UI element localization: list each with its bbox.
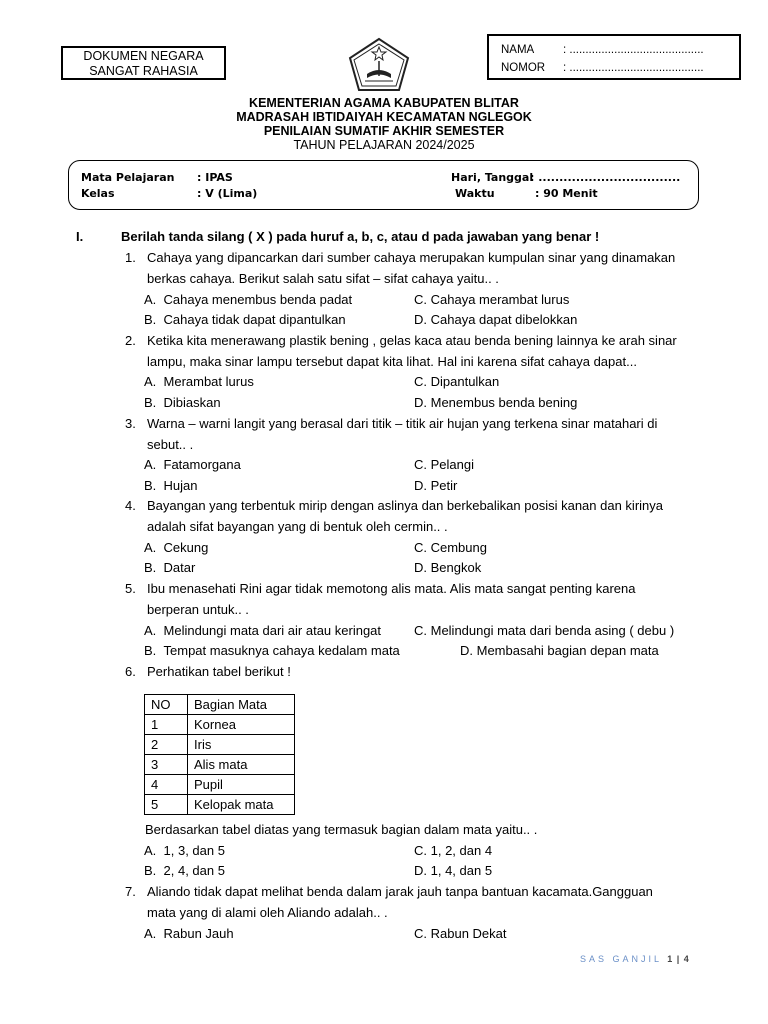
table-header-row — [145, 695, 295, 715]
header-line1: KEMENTERIAN AGAMA KABUPATEN BLITAR — [249, 96, 519, 110]
option-b[interactable]: B. Cahaya tidak dapat dipantulkan — [144, 312, 346, 327]
option-c[interactable]: C. Cahaya merambat lurus — [414, 292, 570, 307]
question-number: 6. — [125, 664, 136, 679]
table-cell: 3 — [145, 755, 188, 775]
ministry-logo-icon — [345, 36, 413, 94]
class-label: Kelas — [81, 187, 115, 200]
option-d[interactable]: D. Cahaya dapat dibelokkan — [414, 312, 578, 327]
name-field[interactable]: : .......................................... — [563, 44, 704, 56]
question-text: sebut.. . — [147, 437, 194, 452]
option-d[interactable]: D. Petir — [414, 478, 458, 493]
option-b[interactable]: B. Tempat masuknya cahaya kedalam mata — [144, 643, 400, 658]
table-cell: 4 — [145, 775, 188, 795]
doc-label-line2: SANGAT RAHASIA — [89, 64, 198, 78]
date-value: : .................................. — [530, 171, 681, 184]
question-number: 2. — [125, 333, 136, 348]
footer-text: SAS GANJIL — [580, 954, 662, 964]
option-c[interactable]: C. 1, 2, dan 4 — [414, 843, 493, 858]
question-text: lampu, maka sinar lampu tersebut dapat kita lihat. Hal ini karena sifat cahaya dapat... — [147, 354, 637, 369]
time-value: : 90 Menit — [535, 187, 598, 200]
question-text: Bayangan yang terbentuk mirip dengan aslinya dan berkebalikan posisi kanan dan kirinya — [147, 498, 664, 513]
eye-parts-table — [144, 694, 295, 815]
subject-label: Mata Pelajaran — [81, 171, 175, 184]
table-cell: 5 — [145, 795, 188, 815]
question-text: mata yang di alami oleh Aliando adalah.. . — [147, 905, 388, 920]
option-c[interactable]: C. Rabun Dekat — [414, 926, 507, 941]
table-header-cell: NO — [145, 695, 188, 715]
subject-value: : IPAS — [197, 171, 233, 184]
table-row — [145, 795, 295, 815]
table-header-cell: Bagian Mata — [188, 695, 295, 715]
page-number: 1 | 4 — [667, 954, 690, 964]
question-number: 4. — [125, 498, 136, 513]
table-row — [145, 775, 295, 795]
option-d[interactable]: D. 1, 4, dan 5 — [414, 863, 493, 878]
option-a[interactable]: A. Rabun Jauh — [144, 926, 234, 941]
header-line4: TAHUN PELAJARAN 2024/2025 — [293, 138, 475, 152]
option-c[interactable]: C. Melindungi mata dari benda asing ( debu ) — [414, 623, 675, 638]
option-a[interactable]: A. 1, 3, dan 5 — [144, 843, 225, 858]
option-b[interactable]: B. Dibiaskan — [144, 395, 221, 410]
question-number: 5. — [125, 581, 136, 596]
exam-info-box — [68, 160, 699, 210]
document-classification-box — [61, 46, 226, 80]
section-instruction: Berilah tanda silang ( X ) pada huruf a, b, c, atau d pada jawaban yang benar ! — [121, 229, 600, 244]
option-c[interactable]: C. Cembung — [414, 540, 487, 555]
table-cell: Alis mata — [188, 755, 295, 775]
name-label: NAMA — [501, 44, 535, 56]
number-field[interactable]: : .......................................... — [563, 62, 704, 74]
header-line2: MADRASAH IBTIDAIYAH KECAMATAN NGLEGOK — [236, 110, 532, 124]
question-number: 1. — [125, 250, 136, 265]
option-a[interactable]: A. Cekung — [144, 540, 209, 555]
table-cell: 1 — [145, 715, 188, 735]
option-a[interactable]: A. Merambat lurus — [144, 374, 254, 389]
table-row — [145, 755, 295, 775]
table-row — [145, 715, 295, 735]
class-value: : V (Lima) — [197, 187, 258, 200]
option-d[interactable]: D. Membasahi bagian depan mata — [460, 643, 659, 658]
table-cell: Iris — [188, 735, 295, 755]
option-b[interactable]: B. 2, 4, dan 5 — [144, 863, 225, 878]
option-d[interactable]: D. Bengkok — [414, 560, 482, 575]
number-label: NOMOR — [501, 62, 546, 74]
doc-label-line1: DOKUMEN NEGARA — [83, 49, 204, 63]
date-label: Hari, Tanggal — [451, 171, 534, 184]
table-cell: Kelopak mata — [188, 795, 295, 815]
option-a[interactable]: A. Fatamorgana — [144, 457, 241, 472]
option-d[interactable]: D. Menembus benda bening — [414, 395, 578, 410]
question-text: berperan untuk.. . — [147, 602, 249, 617]
option-a[interactable]: A. Cahaya menembus benda padat — [144, 292, 353, 307]
option-c[interactable]: C. Dipantulkan — [414, 374, 500, 389]
question-number: 3. — [125, 416, 136, 431]
header-line3: PENILAIAN SUMATIF AKHIR SEMESTER — [263, 124, 505, 138]
table-cell: Pupil — [188, 775, 295, 795]
option-c[interactable]: C. Pelangi — [414, 457, 474, 472]
question-text: Perhatikan tabel berikut ! — [147, 664, 291, 679]
option-a[interactable]: A. Melindungi mata dari air atau keringat — [144, 623, 382, 638]
question-text: Ibu menasehati Rini agar tidak memotong alis mata. Alis mata sangat penting karena — [147, 581, 636, 596]
section-number: I. — [76, 229, 84, 244]
option-b[interactable]: B. Datar — [144, 560, 196, 575]
table-cell: 2 — [145, 735, 188, 755]
question-text: Warna – warni langit yang berasal dari titik – titik air hujan yang terkena sinar matahari di — [147, 416, 658, 431]
student-identity-box — [487, 34, 741, 80]
question-text: Berdasarkan tabel diatas yang termasuk bagian dalam mata yaitu.. . — [145, 822, 538, 837]
question-text: Cahaya yang dipancarkan dari sumber cahaya merupakan kumpulan sinar yang dinamakan — [147, 250, 676, 265]
page-footer — [580, 954, 690, 964]
question-text: berkas cahaya. Berikut salah satu sifat – sifat cahaya yaitu.. . — [147, 271, 499, 286]
question-text: Aliando tidak dapat melihat benda dalam jarak jauh tanpa bantuan kacamata.Gangguan — [147, 884, 653, 899]
question-number: 7. — [125, 884, 136, 899]
option-b[interactable]: B. Hujan — [144, 478, 198, 493]
table-cell: Kornea — [188, 715, 295, 735]
question-text: adalah sifat bayangan yang di bentuk oleh cermin.. . — [147, 519, 448, 534]
question-text: Ketika kita menerawang plastik bening , gelas kaca atau benda bening lainnya ke arah sinar — [147, 333, 677, 348]
time-label: Waktu — [455, 187, 495, 200]
table-row — [145, 735, 295, 755]
